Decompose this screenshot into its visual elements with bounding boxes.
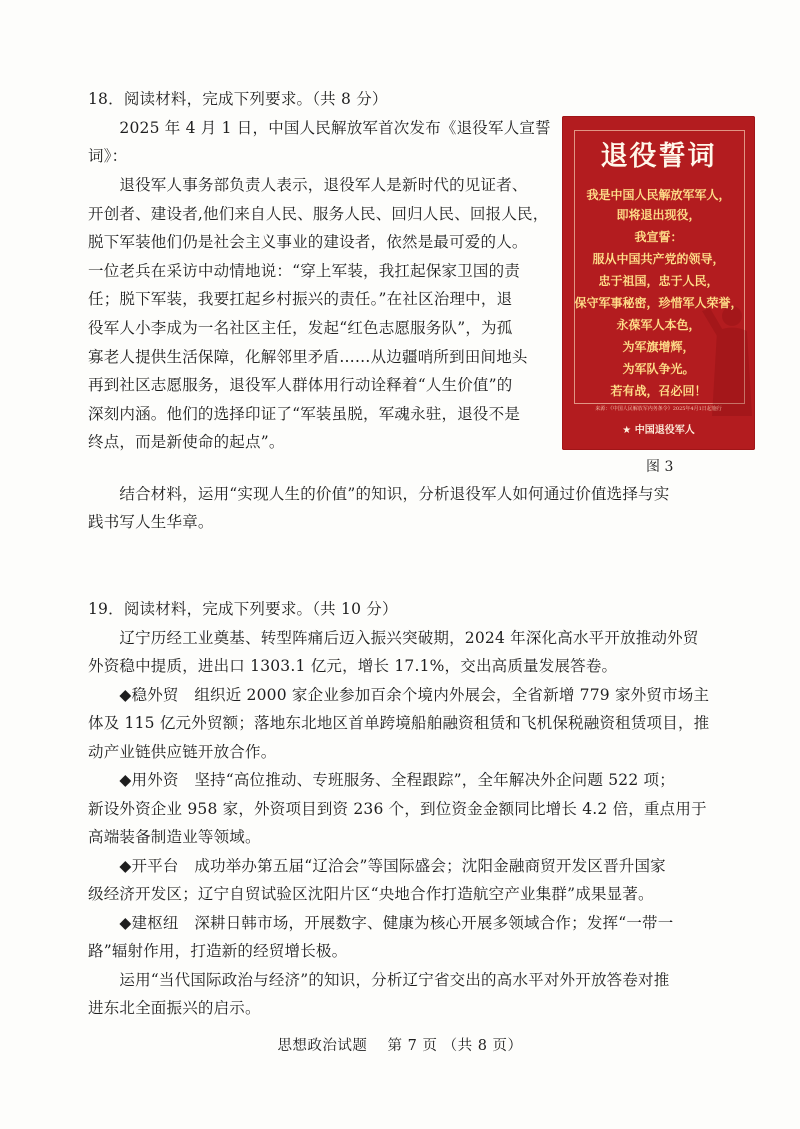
q19-line: ◆建枢纽 深耕日韩市场，开展数字、健康为核心开展多领域合作；发挥“一带一 (88, 914, 674, 932)
q19-line: 外资稳中提质，进出口 1303.1 亿元，增长 17.1%，交出高质量发展答卷。 (88, 657, 618, 675)
q19-line: 级经济开发区；辽宁自贸试验区沈阳片区“央地合作打造航空产业集群”成果显著。 (88, 885, 654, 903)
poster-line: 为军队争光。 (622, 362, 695, 376)
poster-logo-text: 中国退役军人 (634, 425, 695, 436)
q18-line: 终点，而是新使命的起点”。 (88, 433, 285, 451)
poster-line: 我是中国人民解放军军人， (586, 188, 731, 202)
q18-heading: 18．阅读材料，完成下列要求。（共 8 分） (88, 90, 388, 108)
poster-line: 为军旗增辉， (622, 340, 695, 354)
poster-logo (562, 421, 755, 436)
q19-line: ◆稳外贸 组织近 2000 家企业参加百余个境内外展会，全省新增 779 家外贸市场主 (88, 686, 710, 704)
q19-line: 路”辐射作用，打造新的经贸增长极。 (88, 942, 348, 960)
q18-line: 寡老人提供生活保障，化解邻里矛盾……从边疆哨所到田间地头 (88, 348, 528, 366)
q18-line: 退役军人事务部负责人表示，退役军人是新时代的见证者、 (88, 176, 528, 194)
q19-line: 动产业链供应链开放合作。 (88, 743, 277, 761)
q19-line: ◆开平台 成功举办第五届“辽洽会”等国际盛会；沈阳金融商贸开发区晋升国家 (88, 857, 666, 875)
q19-heading: 19．阅读材料，完成下列要求。（共 10 分） (88, 600, 398, 618)
q18-line: 深刻内涵。他们的选择印证了“军装虽脱，军魂永驻，退役不是 (88, 405, 521, 423)
q19-line: ◆用外资 坚持“高位推动、专班服务、全程跟踪”，全年解决外企问题 522 项； (88, 771, 675, 789)
q19-line: 高端装备制造业等领域。 (88, 828, 261, 846)
poster-source: 来源：《中国人民解放军内务条令》2025年4月1日起施行 (595, 406, 722, 412)
q18-line: 开创者、建设者,他们来自人民、服务人民、回归人民、回报人民， (88, 205, 549, 223)
poster-line: 即将退出现役， (616, 208, 701, 222)
q19-question: 运用“当代国际政治与经济”的知识，分析辽宁省交出的高水平对外开放答卷对推 (88, 971, 670, 989)
q19-line: 新设外资企业 958 家，外资项目到资 236 个，到位资金金额同比增长 4.2 倍，重点用于 (88, 800, 707, 818)
poster-line: 保守军事秘密，珍惜军人荣誉， (574, 296, 743, 310)
q19-question: 进东北全面振兴的启示。 (88, 999, 261, 1017)
q18-line: 一位老兵在采访中动情地说：“穿上军装，我扛起保家卫国的责 (88, 262, 521, 280)
q18-question: 践书写人生华章。 (88, 513, 214, 531)
q18-line: 脱下军装他们仍是社会主义事业的建设者，依然是最可爱的人。 (88, 233, 528, 251)
poster-title: 退役誓词 (600, 141, 717, 172)
poster-line: 我宣誓： (634, 230, 683, 244)
q18-question: 结合材料，运用“实现人生的价值”的知识，分析退役军人如何通过价值选择与实 (88, 485, 670, 503)
q18-line: 役军人小李成为一名社区主任，发起“红色志愿服务队”，为孤 (88, 319, 513, 337)
poster-line: 服从中国共产党的领导， (592, 252, 725, 266)
page-footer: 思想政治试题 第 7 页 （共 8 页） (277, 1038, 523, 1054)
oath-poster (562, 116, 755, 450)
q18-line: 词》： (88, 147, 128, 165)
q19-line: 体及 115 亿元外贸额；落地东北地区首单跨境船舶融资租赁和飞机保税融资租赁项目，推 (88, 714, 710, 732)
figure-caption: 图 3 (646, 459, 674, 475)
star-icon: ★ (622, 425, 635, 436)
q19-line: 辽宁历经工业奠基、转型阵痛后迈入振兴突破期，2024 年深化高水平开放推动外贸 (88, 629, 699, 647)
poster-line: 忠于祖国，忠于人民， (598, 274, 719, 288)
q18-line: 再到社区志愿服务，退役军人群体用行动诠释着“人生价值”的 (88, 376, 513, 394)
poster-line: 若有战，召必回！ (610, 384, 707, 398)
q18-line: 任；脱下军装，我要扛起乡村振兴的责任。”在社区治理中，退 (88, 290, 513, 308)
q18-line: 2025 年 4 月 1 日，中国人民解放军首次发布《退役军人宣誓 (88, 119, 551, 137)
poster-line: 永葆军人本色， (616, 318, 701, 332)
